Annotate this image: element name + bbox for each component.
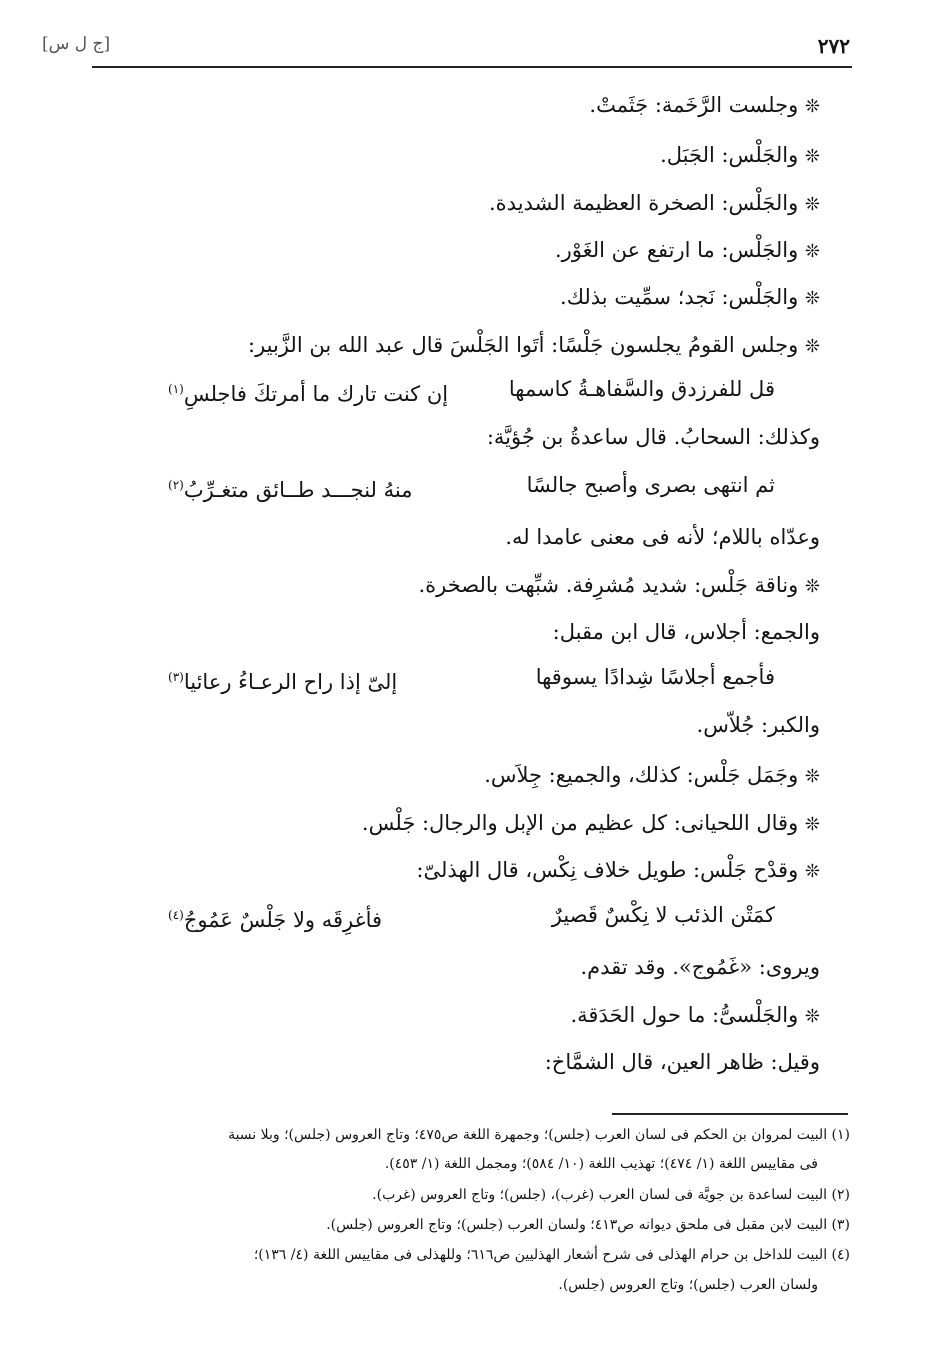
bullet-icon: ❊ [804,146,820,167]
entry-line [570,1000,820,1032]
footnote: (٢) البيت لساعدة بن جويَّة فى لسان العرب (غرب)، (جلس)؛ وتاج العروس (غرب). [372,1187,850,1203]
entry-line [362,808,820,840]
bullet-icon: ❊ [804,96,820,117]
verse-hemistich-right: ثم انتهى بصرى وأصبح جالسًا [526,473,775,497]
entry-line: ويروى: «غَمُوج». وقد تقدم. [580,955,820,979]
entry-line [560,282,820,314]
entry-line [589,90,820,122]
bullet-icon: ❊ [804,576,820,597]
verse-hemistich-right: قل للفرزدق والسَّفاهـةُ كاسمها [508,377,775,401]
entry-line: وكذلك: السحابُ. قال ساعدةُ بن جُؤيَّة: [486,425,820,449]
entry-line [660,140,820,172]
verse-hemistich-right: كمَتْن الذئب لا نِكْسٌ قَصيرٌ [551,903,775,927]
entry-text: وقال اللحيانى: كل عظيم من الإبل والرجال: جَلْس. [361,811,799,835]
footnote: (١) البيت لمروان بن الحكم فى لسان العرب (جلس)؛ وجمهرة اللغة ص٤٧٥؛ وتاج العروس (جلس)؛ وبلا نسبة [228,1127,850,1143]
entry-line [555,235,820,267]
bullet-icon: ❊ [804,336,820,357]
verse-text: إلىّ إذا راح الرعـاءُ رعائيا [183,670,398,694]
verse-hemistich-left [168,374,448,409]
footnote-divider [612,1113,848,1115]
entry-text: والجَلْسىُّ: ما حول الحَدَقة. [570,1003,799,1027]
verse-hemistich-right: فأجمع أجلاسًا شِدادًا يسوقها [535,665,775,689]
verse-text: منهُ لنجـــد طــائق متغـرِّبُ [183,478,413,502]
footnote-marker: (٣) [168,670,184,684]
entry-line: والجمع: أجلاس، قال ابن مقبل: [552,620,820,644]
verse-text: فأغرِقَه ولا جَلْسٌ عَمُوجُ [183,908,383,932]
entry-text: وقدْح جَلْس: طويل خلاف نِكْس، قال الهذلىّ: [416,858,799,882]
entry-line: والكبر: جُلاّس. [696,713,820,737]
entry-line [489,188,820,220]
bullet-icon: ❊ [804,288,820,309]
entry-line: وقيل: ظاهر العين، قال الشمَّاخ: [544,1050,820,1074]
bullet-icon: ❊ [804,861,820,882]
entry-text: وناقة جَلْس: شديد مُشرِفة. شبِّهت بالصخرة. [418,573,799,597]
footnote-marker: (٢) [168,478,184,492]
entry-line [484,760,820,792]
entry-text: وجلست الرَّخَمة: جَثَمتْ. [589,93,799,117]
footnote-marker: (٤) [168,908,184,922]
entry-text: والجَلْس: الجَبَل. [660,143,799,167]
verse-text: إن كنت تارك ما أمرتكَ فاجلسِ [183,382,449,406]
root-letters-header: [ج ل س] [42,34,111,54]
entry-line: وعدّاه باللام؛ لأنه فى معنى عامدا له. [505,525,820,549]
footnote-continuation: ولسان العرب (جلس)؛ وتاج العروس (جلس). [558,1277,818,1293]
entry-text: والجَلْس: نَجد؛ سمِّيت بذلك. [560,285,799,309]
header-divider [92,66,852,68]
footnote: (٣) البيت لابن مقبل فى ملحق ديوانه ص٤١٣؛ ولسان العرب (جلس)؛ وتاج العروس (جلس). [326,1217,850,1233]
bullet-icon: ❊ [804,766,820,787]
verse-hemistich-left [168,470,412,505]
page-number: ٢٧٢ [817,34,850,58]
entry-text: والجَلْس: ما ارتفع عن الغَوْر. [554,238,799,262]
entry-line [416,855,820,887]
footnote: (٤) البيت للداخل بن حرام الهذلى فى شرح أشعار الهذليين ص٦١٦؛ وللهذلى فى مقاييس اللغة (٤/ ١٣٦)؛ [253,1247,850,1263]
footnote-marker: (١) [168,382,184,396]
entry-text: والجَلْس: الصخرة العظيمة الشديدة. [489,191,799,215]
entry-text: وجلس القومُ يجلسون جَلْسًا: أتَوا الجَلْسَ قال عبد الله بن الزَّبير: [248,333,799,357]
entry-line [418,570,820,602]
bullet-icon: ❊ [804,814,820,835]
verse-hemistich-left [168,662,397,697]
bullet-icon: ❊ [804,241,820,262]
footnote-continuation: فى مقاييس اللغة (١/ ٤٧٤)؛ تهذيب اللغة (١٠/ ٥٨٤)؛ ومجمل اللغة (١/ ٤٥٣). [384,1156,818,1172]
bullet-icon: ❊ [804,1006,820,1027]
verse-hemistich-left [168,900,382,935]
bullet-icon: ❊ [804,194,820,215]
entry-line [248,330,820,362]
entry-text: وجَمَل جَلْس: كذلك، والجميع: جِلاَس. [484,763,799,787]
